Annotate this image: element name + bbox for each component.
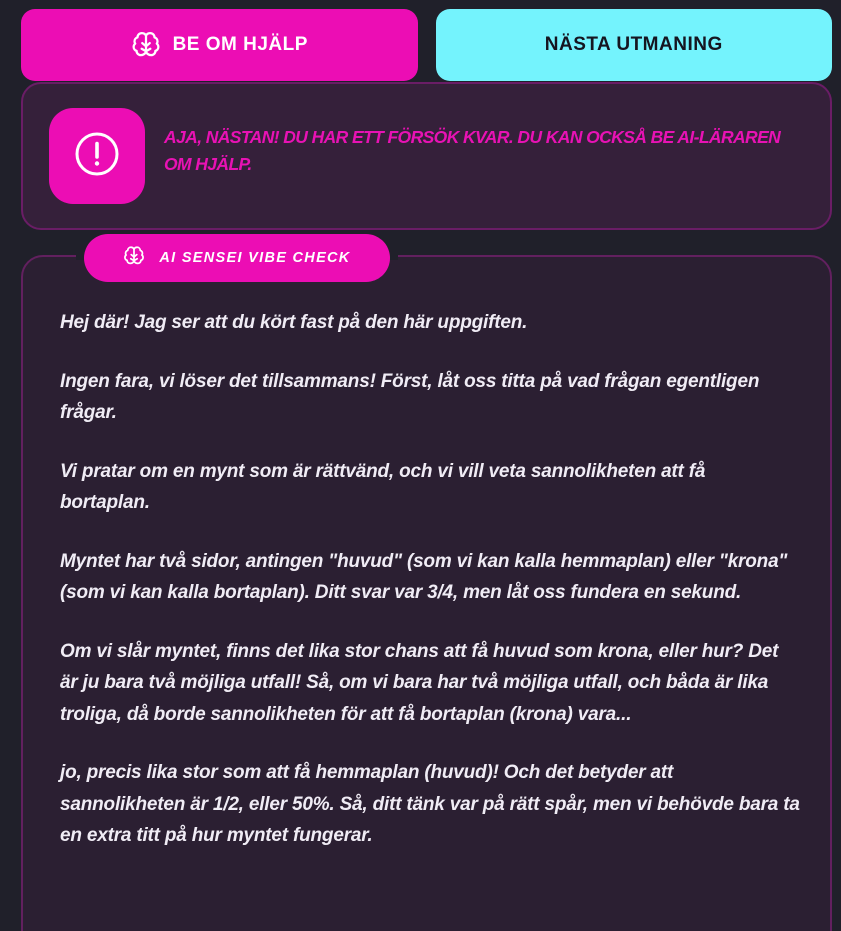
message-paragraph: jo, precis lika stor som att få hemmaplan (huvud)! Och det betyder att sannolikheten är 1/2, eller 50%. Så, ditt tänk var på rätt spår, men vi behövde bara ta en extra titt på hur myntet fungerar. bbox=[60, 762, 800, 846]
ask-for-help-label: BE OM HJÄLP bbox=[172, 34, 308, 55]
brain-icon bbox=[131, 30, 161, 60]
exclamation-circle-icon bbox=[74, 131, 120, 182]
action-buttons bbox=[21, 9, 832, 81]
next-challenge-button[interactable] bbox=[436, 9, 833, 81]
message-paragraph: Hej där! Jag ser att du kört fast på den här uppgiften. bbox=[60, 312, 528, 333]
ai-sensei-tag-label: AI SENSEI VIBE CHECK bbox=[159, 250, 351, 266]
brain-icon bbox=[123, 245, 145, 271]
alert-message: AJA, NÄSTAN! DU HAR ETT FÖRSÖK KVAR. DU KAN OCKSÅ BE AI-LÄRAREN OM HJÄLP. bbox=[164, 127, 781, 174]
message-paragraph: Om vi slår myntet, finns det lika stor chans att få huvud som krona, eller hur? Det är ju bara två möjliga utfall! Så, om vi bara har två möjliga utfall, och båda är lika troliga, då borde sannolikheten för att få bortaplan (krona) vara... bbox=[60, 640, 779, 725]
feedback-alert bbox=[21, 82, 832, 230]
message-paragraph: Myntet har två sidor, antingen "huvud" (som vi kan kalla hemmaplan) eller "krona" (som vi kan kalla bortaplan). Ditt svar var 3/4, men låt oss fundera en sekund. bbox=[60, 550, 788, 603]
ai-sensei-message bbox=[60, 307, 800, 879]
message-paragraph: Vi pratar om en mynt som är rättvänd, och vi vill veta sannolikheten att få bortaplan. bbox=[60, 460, 706, 513]
next-challenge-label: NÄSTA UTMANING bbox=[544, 34, 723, 55]
message-paragraph: Ingen fara, vi löser det tillsammans! Först, låt oss titta på vad frågan egentligen frågar. bbox=[60, 370, 760, 423]
ask-for-help-button[interactable] bbox=[21, 9, 418, 81]
alert-icon-container bbox=[49, 108, 145, 204]
ai-sensei-tag bbox=[84, 234, 390, 282]
